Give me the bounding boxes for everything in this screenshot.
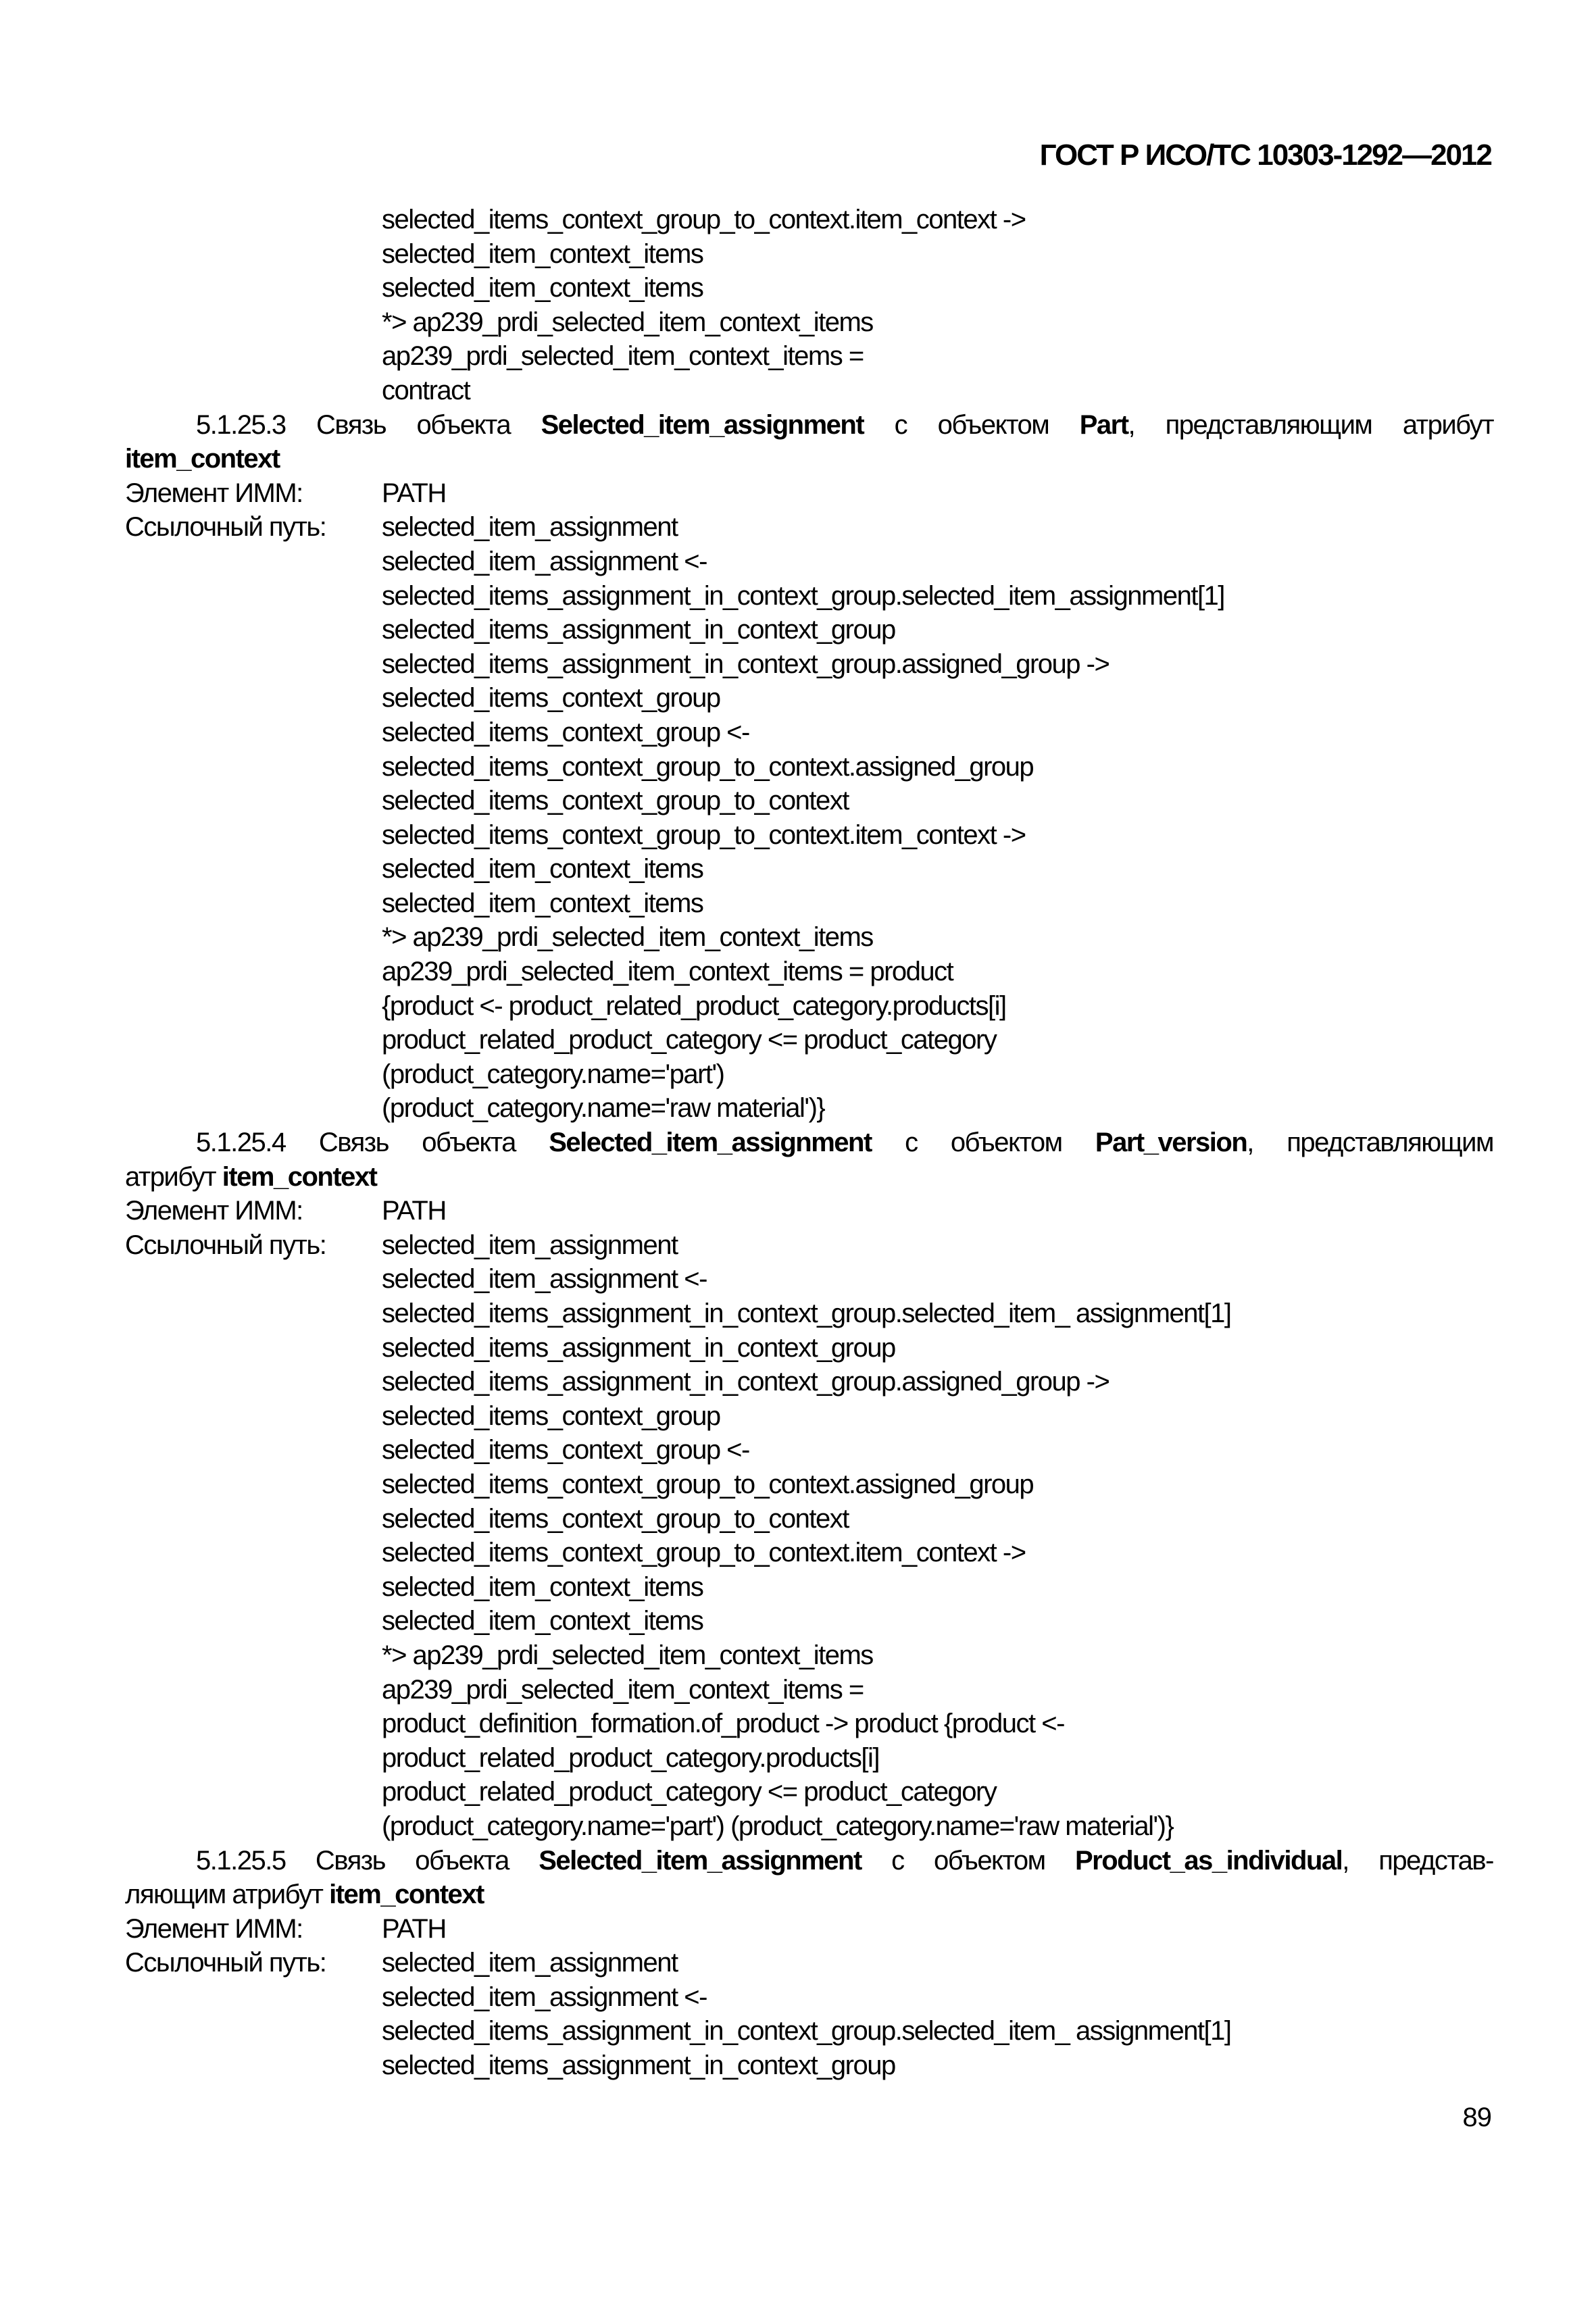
code-line [125, 1707, 1493, 1741]
code-text: selected_items_context_group_to_context [382, 786, 849, 816]
section-heading [125, 408, 1493, 443]
code-text: contract [382, 375, 470, 405]
code-line [125, 920, 1493, 955]
heading-text: , представ- [1342, 1845, 1494, 1876]
section-heading [125, 1844, 1493, 1878]
document-body [125, 203, 1493, 2083]
entity-name: Selected_item_assignment [539, 1845, 862, 1876]
code-text: product_related_product_category.products[i] [382, 1742, 879, 1773]
entity-name: Selected_item_assignment [549, 1128, 872, 1158]
code-text: *> ap239_prdi_selected_item_context_items [382, 1640, 873, 1670]
code-text: ap239_prdi_selected_item_context_items = product [382, 957, 953, 987]
code-text: ap239_prdi_selected_item_context_items = [382, 341, 864, 372]
code-text: selected_items_context_group_to_context.assigned_group [382, 1469, 1034, 1499]
heading-text: 5.1.25.3 Связь объекта [196, 409, 541, 440]
code-text: selected_item_assignment <- [382, 546, 707, 576]
code-text: selected_items_context_group_to_context.assigned_group [382, 751, 1034, 782]
entity-name: item_context [125, 444, 280, 474]
code-line [125, 1365, 1493, 1399]
code-line [125, 305, 1493, 340]
code-text: (product_category.name='part') [382, 1059, 724, 1089]
code-line [125, 1297, 1493, 1331]
code-text: selected_items_context_group [382, 683, 720, 713]
code-text: product_definition_formation.of_product -> product {product <- [382, 1709, 1064, 1739]
heading-text: атрибут [125, 1161, 222, 1192]
code-line [125, 2048, 1493, 2083]
code-text: selected_items_assignment_in_context_group.assigned_group -> [382, 649, 1109, 679]
code-text: selected_item_context_items [382, 888, 703, 918]
code-text: product_related_product_category <= product_category [382, 1777, 997, 1807]
code-line [125, 750, 1493, 784]
code-text: selected_item_context_items [382, 1606, 703, 1636]
code-text: selected_items_context_group_to_context [382, 1503, 849, 1534]
code-line [125, 271, 1493, 305]
code-text: selected_items_assignment_in_context_group [382, 615, 895, 645]
code-text: selected_item_assignment <- [382, 1264, 707, 1294]
code-line [125, 2014, 1493, 2048]
code-line [125, 1741, 1493, 1776]
entity-name: item_context [222, 1161, 377, 1192]
code-line [125, 374, 1493, 408]
entity-name: Part_version [1095, 1128, 1247, 1158]
code-text: selected_items_assignment_in_context_group [382, 2051, 895, 2081]
field-row [125, 1194, 1493, 1228]
page-number: 89 [1462, 2103, 1491, 2132]
field-value: selected_item_assignment [382, 512, 678, 543]
code-line [125, 1536, 1493, 1570]
code-line [125, 681, 1493, 715]
field-label: Элемент ИММ: [125, 478, 303, 508]
field-row [125, 476, 1493, 511]
section-heading-continuation [125, 1160, 1493, 1194]
heading-text: 5.1.25.5 Связь объекта [196, 1845, 539, 1876]
code-text: selected_item_context_items [382, 1571, 703, 1602]
field-label: Элемент ИММ: [125, 1913, 303, 1944]
code-line [125, 852, 1493, 886]
code-text: *> ap239_prdi_selected_item_context_items [382, 307, 873, 337]
code-line [125, 1809, 1493, 1844]
code-line [125, 203, 1493, 237]
code-text: selected_item_context_items [382, 238, 703, 269]
code-text: (product_category.name='raw material')} [382, 1093, 825, 1124]
field-label: Ссылочный путь: [125, 1230, 326, 1260]
code-line [125, 1570, 1493, 1605]
code-line [125, 1091, 1493, 1126]
code-text: selected_items_assignment_in_context_group.selected_item_ assignment[1] [382, 1299, 1231, 1328]
field-row [125, 510, 1493, 545]
code-line [125, 1467, 1493, 1502]
field-row [125, 1946, 1493, 1980]
code-line [125, 818, 1493, 853]
code-line [125, 1673, 1493, 1707]
section-heading-continuation [125, 1878, 1493, 1912]
code-text: selected_items_assignment_in_context_group.assigned_group -> [382, 1367, 1109, 1397]
section-heading [125, 1126, 1493, 1160]
heading-text: , представляющим [1247, 1128, 1494, 1158]
code-text: ap239_prdi_selected_item_context_items = [382, 1674, 864, 1705]
field-label: Ссылочный путь: [125, 512, 326, 543]
code-line [125, 989, 1493, 1024]
heading-text: , представляющим атрибут [1128, 409, 1494, 440]
entity-name: item_context [329, 1880, 484, 1910]
field-row [125, 1912, 1493, 1946]
field-label: Элемент ИММ: [125, 1196, 303, 1226]
code-text: selected_items_context_group_to_context.item_context -> [382, 205, 1026, 234]
field-value: PATH [382, 1196, 446, 1226]
code-line [125, 545, 1493, 579]
code-line [125, 1331, 1493, 1365]
code-line [125, 1775, 1493, 1809]
field-value: PATH [382, 1913, 446, 1944]
code-line [125, 715, 1493, 750]
section-heading-continuation [125, 442, 1493, 476]
heading-text: с объектом [861, 1845, 1075, 1876]
heading-text: с объектом [871, 1128, 1095, 1158]
code-line [125, 1502, 1493, 1536]
code-text: selected_items_assignment_in_context_group [382, 1332, 895, 1363]
field-value: PATH [382, 478, 446, 508]
code-line [125, 237, 1493, 272]
code-line [125, 784, 1493, 818]
code-line [125, 886, 1493, 921]
code-line [125, 1057, 1493, 1092]
code-text: selected_items_assignment_in_context_group.selected_item_ assignment[1] [382, 2016, 1231, 2046]
code-text: *> ap239_prdi_selected_item_context_items [382, 922, 873, 953]
field-label: Ссылочный путь: [125, 1948, 326, 1978]
code-text: selected_items_context_group_to_context.item_context -> [382, 820, 1026, 850]
field-row [125, 1228, 1493, 1263]
code-text: {product <- product_related_product_category.products[i] [382, 990, 1006, 1021]
heading-text: ляющим атрибут [125, 1880, 330, 1910]
code-line [125, 647, 1493, 682]
running-header: ГОСТ Р ИСО/ТС 10303-1292—2012 [1039, 139, 1491, 172]
entity-name: Part [1079, 409, 1128, 440]
code-text: selected_item_assignment <- [382, 1982, 707, 2012]
heading-text: 5.1.25.4 Связь объекта [196, 1128, 549, 1158]
code-text: selected_items_assignment_in_context_group.selected_item_assignment[1] [382, 580, 1224, 611]
code-line [125, 1980, 1493, 2015]
code-text: selected_items_context_group [382, 1401, 720, 1431]
code-line [125, 1262, 1493, 1297]
code-text: selected_item_context_items [382, 273, 703, 303]
code-line [125, 339, 1493, 374]
code-text: product_related_product_category <= product_category [382, 1025, 997, 1055]
code-line [125, 1399, 1493, 1434]
code-text: selected_items_context_group_to_context.item_context -> [382, 1538, 1026, 1568]
code-line [125, 1638, 1493, 1673]
code-text: selected_items_context_group <- [382, 1435, 749, 1465]
entity-name: Selected_item_assignment [541, 409, 864, 440]
field-value: selected_item_assignment [382, 1948, 678, 1978]
code-text: selected_item_context_items [382, 854, 703, 884]
code-line [125, 579, 1493, 613]
code-line [125, 613, 1493, 647]
code-line [125, 1433, 1493, 1467]
code-line [125, 1604, 1493, 1638]
code-line [125, 1023, 1493, 1057]
heading-text: с объектом [864, 409, 1080, 440]
code-text: (product_category.name='part') (product_category.name='raw material')} [382, 1811, 1174, 1841]
field-value: selected_item_assignment [382, 1230, 678, 1260]
code-text: selected_items_context_group <- [382, 717, 749, 747]
code-line [125, 955, 1493, 989]
entity-name: Product_as_individual [1074, 1845, 1343, 1876]
